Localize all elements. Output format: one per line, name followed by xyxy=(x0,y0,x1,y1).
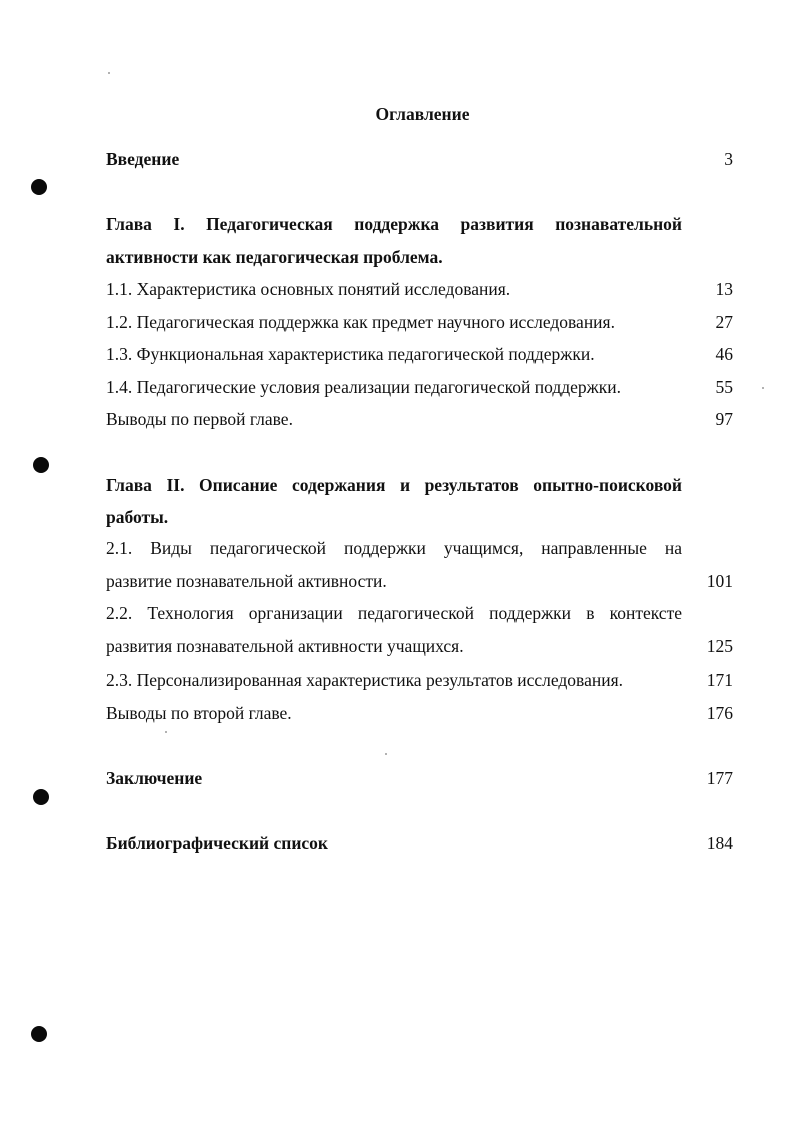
page-number-intro: 3 xyxy=(724,149,733,169)
toc-entry-2-1-line-1: 2.1. Виды педагогической поддержки учащимся, направленные на xyxy=(106,538,682,558)
scan-speck xyxy=(762,387,764,389)
page-number-1-2: 27 xyxy=(715,312,733,332)
toc-entry-2-2-line-1: 2.2. Технология организации педагогической поддержки в контексте xyxy=(106,603,682,623)
punch-hole-1 xyxy=(31,179,47,195)
scan-speck xyxy=(165,731,167,733)
toc-entry-1-2: 1.2. Педагогическая поддержка как предмет научного исследования. xyxy=(106,312,615,332)
page-number-1-4: 55 xyxy=(715,377,733,397)
toc-entry-intro: Введение xyxy=(106,149,180,169)
page-number-conclusion: 177 xyxy=(706,768,733,788)
chapter-1-heading-line-1: Глава I. Педагогическая поддержка развития познавательной xyxy=(106,214,682,234)
punch-hole-2 xyxy=(33,457,49,473)
toc-entry-2-2-line-2: развития познавательной активности учащихся. xyxy=(106,636,464,656)
toc-entry-1-3: 1.3. Функциональная характеристика педагогической поддержки. xyxy=(106,344,595,364)
scan-speck xyxy=(108,72,110,74)
page-number-2-2: 125 xyxy=(706,636,733,656)
toc-entry-1-4: 1.4. Педагогические условия реализации педагогической поддержки. xyxy=(106,377,621,397)
toc-entry-1-1: 1.1. Характеристика основных понятий исследования. xyxy=(106,279,511,299)
toc-entry-chapter-1-conclusions: Выводы по первой главе. xyxy=(106,409,293,429)
scan-speck xyxy=(385,753,387,755)
toc-entry-chapter-2-conclusions: Выводы по второй главе. xyxy=(106,703,292,723)
page-number-1-3: 46 xyxy=(715,344,733,364)
page-number-2-1: 101 xyxy=(706,571,733,591)
toc-entry-2-1-line-2: развитие познавательной активности. xyxy=(106,571,387,591)
page-number-chapter-2-conclusions: 176 xyxy=(706,703,733,723)
toc-entry-bibliography: Библиографический список xyxy=(106,833,329,853)
page-number-bibliography: 184 xyxy=(706,833,733,853)
punch-hole-4 xyxy=(31,1026,47,1042)
chapter-2-heading-line-2: работы. xyxy=(106,507,169,527)
chapter-2-heading-line-1: Глава II. Описание содержания и результатов опытно-поисковой xyxy=(106,475,682,495)
toc-entry-conclusion: Заключение xyxy=(106,768,203,788)
page-number-chapter-1-conclusions: 97 xyxy=(715,409,733,429)
punch-hole-3 xyxy=(33,789,49,805)
page-number-1-1: 13 xyxy=(715,279,733,299)
toc-title: Оглавление xyxy=(375,104,470,124)
page-number-2-3: 171 xyxy=(706,670,733,690)
toc-entry-2-3: 2.3. Персонализированная характеристика результатов исследования. xyxy=(106,670,624,690)
chapter-1-heading-line-2: активности как педагогическая проблема. xyxy=(106,247,443,267)
